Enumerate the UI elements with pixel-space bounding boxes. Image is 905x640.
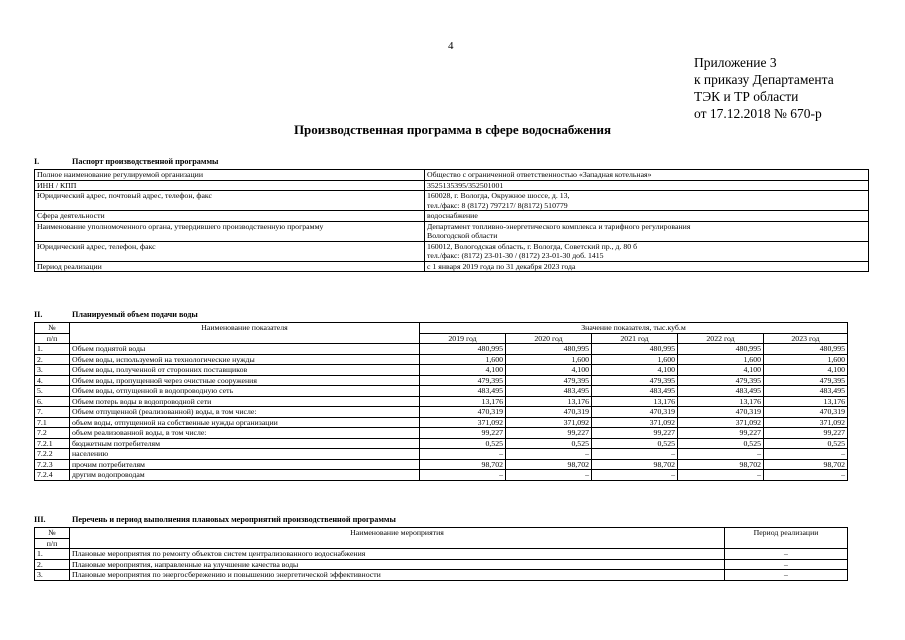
- indicator-value: 4,100: [506, 365, 592, 376]
- indicator-value: 13,176: [592, 396, 678, 407]
- indicator-value: 0,525: [764, 438, 848, 449]
- indicator-value: 1,600: [678, 354, 764, 365]
- page-number: 4: [448, 40, 454, 52]
- measure-period: –: [725, 570, 848, 581]
- indicator-value: 98,702: [506, 459, 592, 470]
- table-row: [35, 438, 848, 449]
- header-num: №: [35, 323, 70, 334]
- indicator-value: –: [592, 449, 678, 460]
- indicator-value: 470,319: [764, 407, 848, 418]
- row-number: 7.: [35, 407, 70, 418]
- row-number: 2.: [35, 354, 70, 365]
- indicator-value: 483,495: [506, 386, 592, 397]
- indicator-value: 4,100: [678, 365, 764, 376]
- indicator-name: Объем отпущенной (реализованной) воды, в том числе:: [70, 407, 420, 418]
- table-row: [35, 407, 848, 418]
- appendix-reference: [694, 54, 834, 122]
- measure-period: –: [725, 549, 848, 560]
- indicator-value: 371,092: [764, 417, 848, 428]
- indicator-value: 98,702: [420, 459, 506, 470]
- row-number: 5.: [35, 386, 70, 397]
- indicator-value: –: [764, 470, 848, 481]
- indicator-value: –: [678, 470, 764, 481]
- indicator-value: 470,319: [506, 407, 592, 418]
- indicator-value: 0,525: [420, 438, 506, 449]
- row-number: 7.2: [35, 428, 70, 439]
- indicator-name: объем воды, отпущенной на собственные нужды организации: [70, 417, 420, 428]
- section-3-heading: [34, 515, 396, 524]
- passport-value-line: Вологодской области: [427, 231, 498, 240]
- appendix-line: Приложение 3: [694, 55, 777, 70]
- indicator-value: 479,395: [420, 375, 506, 386]
- section-2-heading: [34, 310, 198, 319]
- indicator-value: 99,227: [678, 428, 764, 439]
- indicator-value: 99,227: [420, 428, 506, 439]
- header-num-2: п/п: [35, 538, 70, 549]
- table-row: [35, 365, 848, 376]
- indicator-value: 0,525: [506, 438, 592, 449]
- indicator-value: 479,395: [592, 375, 678, 386]
- table-row: [35, 261, 869, 272]
- passport-value: [425, 180, 869, 191]
- section-title: Перечень и период выполнения плановых мероприятий производственной программы: [72, 515, 396, 524]
- indicator-value: 13,176: [420, 396, 506, 407]
- indicator-value: 470,319: [420, 407, 506, 418]
- measure-period: –: [725, 559, 848, 570]
- row-number: 3.: [35, 570, 70, 581]
- indicator-value: 371,092: [592, 417, 678, 428]
- passport-value: [425, 170, 869, 181]
- header-value-group: Значение показателя, тыс.куб.м: [420, 323, 848, 334]
- indicator-value: 98,702: [678, 459, 764, 470]
- passport-label: Наименование уполномоченного органа, утвердившего производственную программу: [35, 221, 425, 241]
- water-volume-table: [34, 322, 848, 481]
- section-number: II.: [34, 310, 43, 319]
- row-number: 7.2.2: [35, 449, 70, 460]
- indicator-value: 483,495: [678, 386, 764, 397]
- indicator-name: Объем потерь воды в водопроводной сети: [70, 396, 420, 407]
- measure-name: Плановые мероприятия, направленные на улучшение качества воды: [70, 559, 725, 570]
- section-number: III.: [34, 515, 46, 524]
- table-row: [35, 549, 848, 560]
- table-row: [35, 470, 848, 481]
- passport-value-line: тел./факс: (8172) 23-01-30 / (8172) 23-01-30 доб. 1415: [427, 251, 604, 260]
- indicator-value: 1,600: [592, 354, 678, 365]
- section-number: I.: [34, 157, 40, 166]
- header-num: №: [35, 528, 70, 539]
- header-year: 2021 год: [592, 333, 678, 344]
- row-number: 3.: [35, 365, 70, 376]
- table-header-row: [35, 528, 848, 539]
- indicator-value: 470,319: [592, 407, 678, 418]
- table-header-row: [35, 323, 848, 334]
- indicator-name: Объем воды, пропущенной через очистные сооружения: [70, 375, 420, 386]
- indicator-name: населению: [70, 449, 420, 460]
- row-number: 1.: [35, 549, 70, 560]
- indicator-value: –: [678, 449, 764, 460]
- passport-value: [425, 191, 869, 211]
- table-row: [35, 375, 848, 386]
- indicator-value: 1,600: [764, 354, 848, 365]
- appendix-line: от 17.12.2018 № 670-р: [694, 106, 822, 121]
- passport-value-line: 3525135395/352501001: [427, 180, 504, 190]
- row-number: 2.: [35, 559, 70, 570]
- indicator-name: Объем поднятой воды: [70, 344, 420, 355]
- header-year: 2022 год: [678, 333, 764, 344]
- indicator-value: 480,995: [678, 344, 764, 355]
- indicator-value: 480,995: [420, 344, 506, 355]
- passport-value-line: 160012, Вологодская область, г. Вологда, Советский пр., д. 80 б: [427, 241, 638, 251]
- indicator-value: 13,176: [506, 396, 592, 407]
- indicator-name: объем реализованной воды, в том числе:: [70, 428, 420, 439]
- table-row: [35, 211, 869, 222]
- indicator-value: 98,702: [764, 459, 848, 470]
- section-1-heading: [34, 157, 218, 166]
- table-row: [35, 417, 848, 428]
- indicator-value: 371,092: [678, 417, 764, 428]
- passport-label: ИНН / КПП: [35, 180, 425, 191]
- indicator-value: 13,176: [678, 396, 764, 407]
- table-row: [35, 459, 848, 470]
- passport-value-line: тел./факс: 8 (8172) 797217/ 8(8172) 510779: [427, 200, 568, 210]
- indicator-name: прочим потребителям: [70, 459, 420, 470]
- indicator-value: 1,600: [506, 354, 592, 365]
- indicator-value: –: [592, 470, 678, 481]
- indicator-value: –: [420, 449, 506, 460]
- indicator-value: 13,176: [764, 396, 848, 407]
- passport-label: Юридический адрес, телефон, факс: [35, 241, 425, 261]
- indicator-value: 480,995: [764, 344, 848, 355]
- table-row: [35, 180, 869, 191]
- row-number: 1.: [35, 344, 70, 355]
- measure-name: Плановые мероприятия по энергосбережению и повышению энергетической эффективности: [70, 570, 725, 581]
- table-row: [35, 191, 869, 211]
- row-number: 7.2.1: [35, 438, 70, 449]
- passport-label: Полное наименование регулируемой организации: [35, 170, 425, 181]
- table-row: [35, 354, 848, 365]
- indicator-value: 98,702: [592, 459, 678, 470]
- section-title: Паспорт производственной программы: [72, 157, 219, 166]
- indicator-name: другим водопроводам: [70, 470, 420, 481]
- passport-value-line: 160028, г. Вологда, Окружное шоссе, д. 13,: [427, 191, 570, 200]
- passport-value: [425, 241, 869, 261]
- passport-value-line: с 1 января 2019 года по 31 декабря 2023 года: [427, 261, 576, 271]
- table-row: [35, 570, 848, 581]
- indicator-value: 371,092: [420, 417, 506, 428]
- indicator-value: 483,495: [764, 386, 848, 397]
- passport-label: Сфера деятельности: [35, 211, 425, 222]
- table-row: [35, 344, 848, 355]
- indicator-value: 0,525: [678, 438, 764, 449]
- header-period: Период реализации: [725, 528, 848, 549]
- table-row: [35, 449, 848, 460]
- indicator-value: 99,227: [592, 428, 678, 439]
- passport-label: Период реализации: [35, 261, 425, 272]
- indicator-value: –: [506, 449, 592, 460]
- indicator-value: 4,100: [592, 365, 678, 376]
- passport-table: [34, 169, 869, 272]
- row-number: 7.2.4: [35, 470, 70, 481]
- indicator-name: Объем воды, полученной от сторонних поставщиков: [70, 365, 420, 376]
- indicator-value: –: [764, 449, 848, 460]
- table-row: [35, 428, 848, 439]
- indicator-value: 4,100: [420, 365, 506, 376]
- appendix-line: ТЭК и ТР области: [694, 89, 799, 104]
- indicator-name: Объем воды, используемой на технологические нужды: [70, 354, 420, 365]
- measures-table: [34, 527, 848, 581]
- table-row: [35, 386, 848, 397]
- passport-value: [425, 261, 869, 272]
- table-row: [35, 241, 869, 261]
- indicator-name: Объем воды, отпущенной в водопроводную сеть: [70, 386, 420, 397]
- appendix-line: к приказу Департамента: [694, 72, 834, 87]
- header-year: 2019 год: [420, 333, 506, 344]
- measure-name: Плановые мероприятия по ремонту объектов систем централизованного водоснабжения: [70, 549, 725, 560]
- passport-value-line: Общество с ограниченной ответственностью «Западная котельная»: [427, 170, 652, 179]
- indicator-value: 371,092: [506, 417, 592, 428]
- document-title: Производственная программа в сфере водоснабжения: [293, 122, 612, 137]
- header-year: 2020 год: [506, 333, 592, 344]
- header-num-2: п/п: [35, 333, 70, 344]
- table-row: [35, 221, 869, 241]
- row-number: 7.2.3: [35, 459, 70, 470]
- row-number: 6.: [35, 396, 70, 407]
- indicator-value: 4,100: [764, 365, 848, 376]
- passport-label: Юридический адрес, почтовый адрес, телефон, факс: [35, 191, 425, 211]
- indicator-value: 99,227: [764, 428, 848, 439]
- header-year: 2023 год: [764, 333, 848, 344]
- table-row: [35, 170, 869, 181]
- indicator-value: 483,495: [420, 386, 506, 397]
- indicator-value: 1,600: [420, 354, 506, 365]
- section-title: Планируемый объем подачи воды: [72, 310, 198, 319]
- indicator-value: 99,227: [506, 428, 592, 439]
- table-row: [35, 396, 848, 407]
- passport-value-line: Департамент топливно-энергетического комплекса и тарифного регулирования: [427, 221, 691, 231]
- indicator-value: 0,525: [592, 438, 678, 449]
- indicator-value: –: [420, 470, 506, 481]
- passport-value: [425, 221, 869, 241]
- passport-value: [425, 211, 869, 222]
- header-measure-name: Наименование мероприятия: [70, 528, 725, 549]
- indicator-name: бюджетным потребителям: [70, 438, 420, 449]
- row-number: 4.: [35, 375, 70, 386]
- indicator-value: 483,495: [592, 386, 678, 397]
- header-indicator-name: Наименование показателя: [70, 323, 420, 344]
- indicator-value: 480,995: [592, 344, 678, 355]
- indicator-value: 480,995: [506, 344, 592, 355]
- indicator-value: 479,395: [506, 375, 592, 386]
- indicator-value: 470,319: [678, 407, 764, 418]
- indicator-value: –: [506, 470, 592, 481]
- indicator-value: 479,395: [678, 375, 764, 386]
- passport-value-line: водоснабжение: [427, 211, 478, 220]
- table-row: [35, 559, 848, 570]
- row-number: 7.1: [35, 417, 70, 428]
- indicator-value: 479,395: [764, 375, 848, 386]
